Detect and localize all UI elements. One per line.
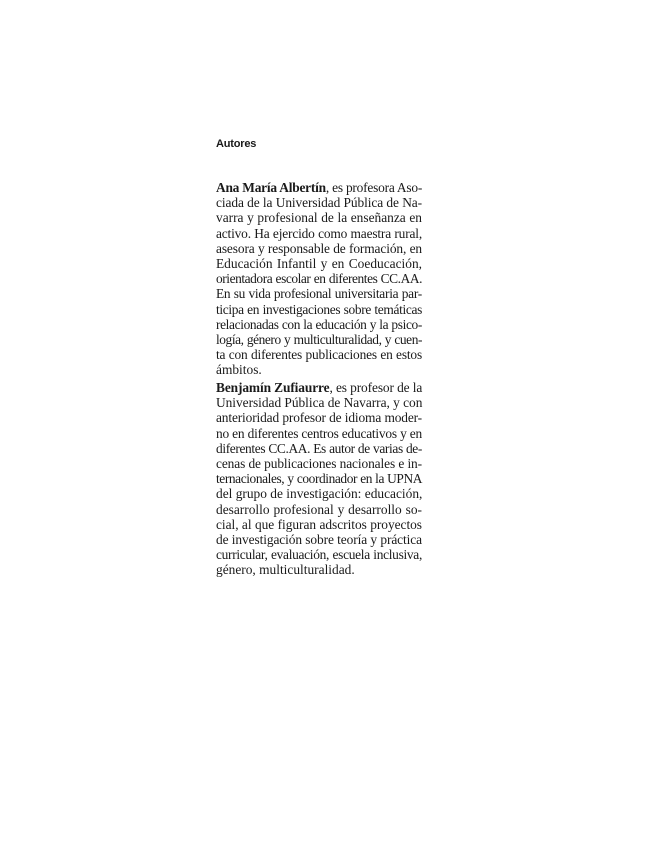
section-heading: Autores	[216, 138, 257, 150]
bio-line: ternacionales, y coordinador en la UPNA	[216, 471, 422, 487]
author-name: Ana María Albertín	[216, 180, 326, 195]
author-bio-albertin	[216, 180, 422, 377]
bio-line: ámbitos.	[216, 362, 262, 378]
bio-line: En su vida profesional universitaria par-	[216, 286, 422, 302]
bio-line: cenas de publicaciones nacionales e in-	[216, 455, 422, 471]
bio-line: de investigación sobre teoría y práctica	[216, 531, 422, 547]
bio-line: logía, género y multiculturalidad, y cuen-	[216, 331, 422, 347]
bio-line: Universidad Pública de Navarra, y con	[216, 395, 423, 411]
bio-line: ciada de la Universidad Pública de Na-	[216, 195, 422, 211]
author-bio-zufiaurre	[216, 380, 422, 577]
bio-line: asesora y responsable de formación, en	[216, 240, 422, 256]
bio-line: Benjamín Zufiaurre, es profesor de la	[216, 380, 423, 395]
bio-line: curricular, evaluación, escuela inclusiva,	[216, 547, 422, 563]
bio-line: desarrollo profesional y desarrollo so-	[216, 501, 422, 517]
bio-line: no en diferentes centros educativos y en	[216, 425, 422, 441]
bio-line: relacionadas con la educación y la psico-	[216, 316, 422, 332]
bio-line: ticipa en investigaciones sobre temáticas	[216, 301, 422, 317]
bio-line: diferentes CC.AA. Es autor de varias de-	[216, 440, 422, 456]
bio-line: Ana María Albertín, es profesora Aso-	[216, 180, 423, 195]
bio-line: varra y profesional de la enseñanza en	[216, 210, 422, 226]
bio-line: orientadora escolar en diferentes CC.AA.	[216, 271, 422, 287]
bio-line: anterioridad profesor de idioma moder-	[216, 410, 422, 426]
bio-line: del grupo de investigación: educación,	[216, 486, 423, 502]
bio-line: género, multiculturalidad.	[216, 562, 355, 578]
bio-line: activo. Ha ejercido como maestra rural,	[216, 225, 422, 241]
author-name: Benjamín Zufiaurre	[216, 380, 330, 395]
bio-line: ta con diferentes publicaciones en estos	[216, 347, 422, 363]
bio-line: Educación Infantil y en Coeducación,	[216, 255, 422, 271]
bio-line: cial, al que figuran adscritos proyectos	[216, 516, 422, 532]
